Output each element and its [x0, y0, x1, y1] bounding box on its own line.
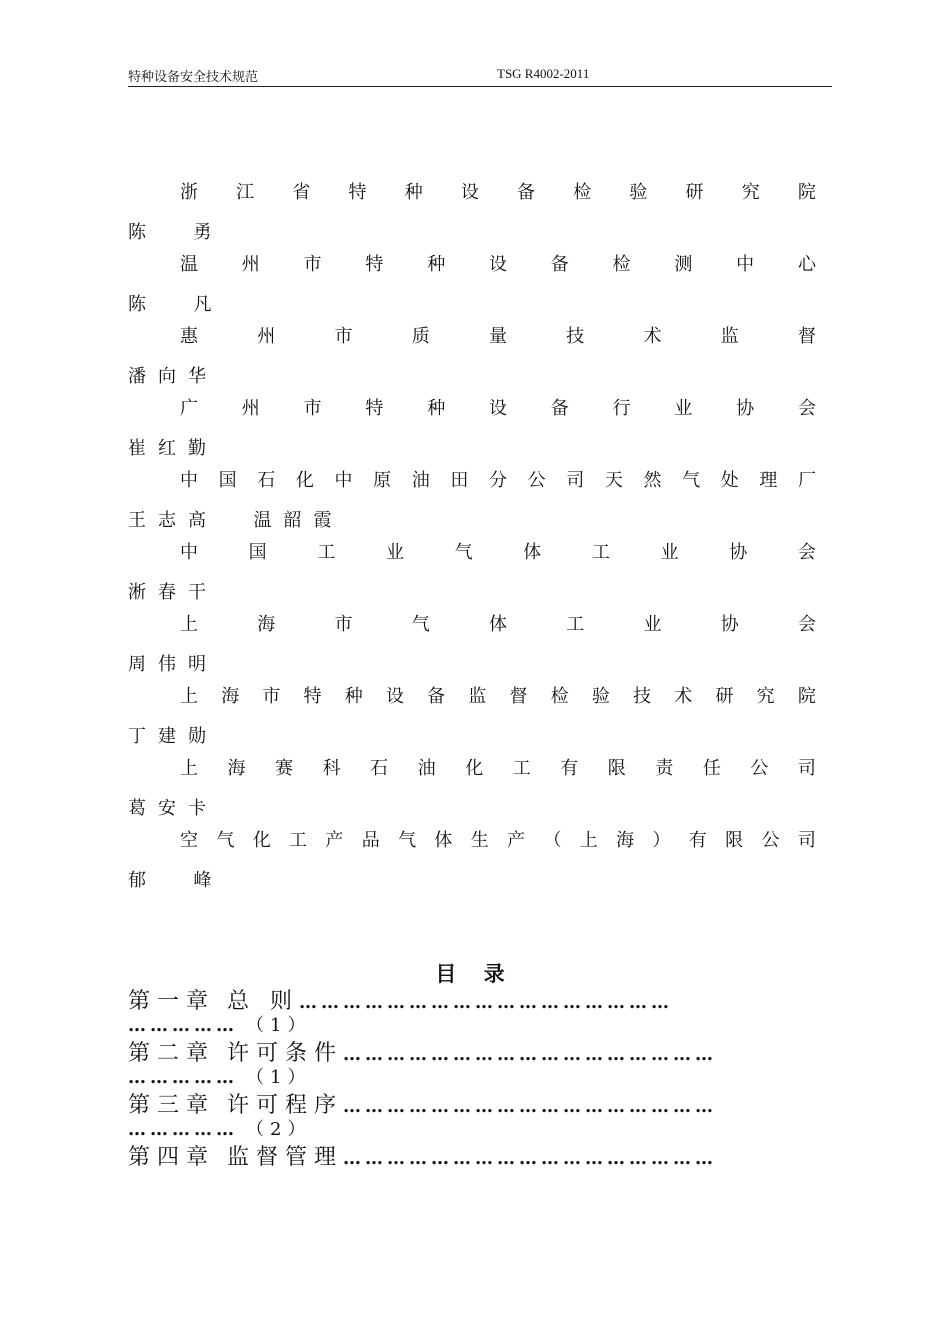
toc-title: 目 录 [435, 962, 515, 986]
organization-name: 浙 江 省 特 种 设 备 检 验 研 究 院 [180, 182, 816, 203]
organization-name: 上 海 赛 科 石 油 化 工 有 限 责 任 公 司 [180, 758, 816, 779]
organization-name: 温 州 市 特 种 设 备 检 测 中 心 [180, 254, 816, 275]
contributor-names: 丁建勋 [128, 726, 218, 747]
toc-leader-dots: …………… [128, 1119, 238, 1140]
contributor-entry [128, 386, 816, 458]
toc-entry[interactable] [128, 1036, 818, 1088]
contributor-names: 周伟明 [128, 654, 218, 675]
toc-leader-dots: …………………………………………… [343, 1096, 718, 1117]
toc-leader-dots: …………………………………………… [343, 1044, 718, 1065]
contributor-names: 淅春干 [128, 582, 218, 603]
contributor-names: 崔红勤 [128, 438, 218, 459]
organization-name: 空 气 化 工 产 品 气 体 生 产 （ 上 海 ） 有 限 公 司 [180, 830, 816, 851]
toc-chapter-title: 总 则 [227, 989, 300, 1014]
header-spec-code: TSG R4002-2011 [497, 66, 590, 81]
page-header [128, 64, 832, 87]
organization-name: 广 州 市 特 种 设 备 行 业 协 会 [180, 398, 816, 419]
toc-entry-line [128, 1088, 717, 1116]
contributor-names: 陈 勇 [128, 222, 224, 243]
contributor-names: 葛安卡 [128, 798, 218, 819]
toc-entry[interactable] [128, 1088, 818, 1140]
toc-chapter-title: 监督管理 [227, 1145, 344, 1170]
toc-leader-dots: …………………………………………… [343, 1148, 718, 1169]
contributor-entry [128, 458, 816, 530]
toc-entry[interactable] [128, 984, 818, 1036]
organization-name: 中 国 工 业 气 体 工 业 协 会 [180, 542, 816, 563]
contributor-entry [128, 314, 816, 386]
toc-chapter-number: 第三章 [128, 1093, 216, 1118]
contributor-entry [128, 530, 816, 602]
contributor-entry [128, 674, 816, 746]
toc-chapter-title: 许可条件 [227, 1041, 344, 1066]
contributor-names: 潘向华 [128, 366, 218, 387]
toc-leader-dots: …………… [128, 1015, 238, 1036]
toc-page-number: （1） [246, 1015, 312, 1036]
toc-entry-continuation [128, 1115, 312, 1140]
contributor-entry [128, 746, 816, 818]
organization-name: 惠 州 市 质 量 技 术 监 督 [180, 326, 816, 347]
toc-entry[interactable] [128, 1140, 818, 1192]
contributor-names: 郁 峰 [128, 870, 224, 891]
contributor-entry [128, 818, 816, 890]
organization-name: 中 国 石 化 中 原 油 田 分 公 司 天 然 气 处 理 厂 [180, 470, 816, 491]
toc-chapter-title: 许可程序 [227, 1093, 344, 1118]
contributor-list [128, 170, 816, 890]
toc-page-number: （2） [246, 1119, 312, 1140]
toc-entry-line [128, 1140, 717, 1168]
toc-chapter-number: 第二章 [128, 1041, 216, 1066]
toc-leader-dots: …………………………………………… [299, 992, 674, 1013]
toc-page-number: （1） [246, 1067, 312, 1088]
contributor-names: 陈 凡 [128, 294, 224, 315]
toc-leader-dots: …………… [128, 1067, 238, 1088]
header-spec-title: 特种设备安全技术规范 [128, 70, 259, 85]
toc-entry-continuation [128, 1011, 312, 1036]
toc-entry-continuation [128, 1063, 312, 1088]
contributor-entry [128, 602, 816, 674]
toc-chapter-number: 第四章 [128, 1145, 216, 1170]
toc-entry-line [128, 1036, 717, 1064]
table-of-contents [128, 984, 818, 1192]
contributor-names: 王志高 温韶霞 [128, 510, 344, 531]
contributor-entry [128, 170, 816, 242]
organization-name: 上 海 市 气 体 工 业 协 会 [180, 614, 816, 635]
contributor-entry [128, 242, 816, 314]
toc-entry-line [128, 984, 673, 1012]
organization-name: 上 海 市 特 种 设 备 监 督 检 验 技 术 研 究 院 [180, 686, 816, 707]
toc-chapter-number: 第一章 [128, 989, 216, 1014]
